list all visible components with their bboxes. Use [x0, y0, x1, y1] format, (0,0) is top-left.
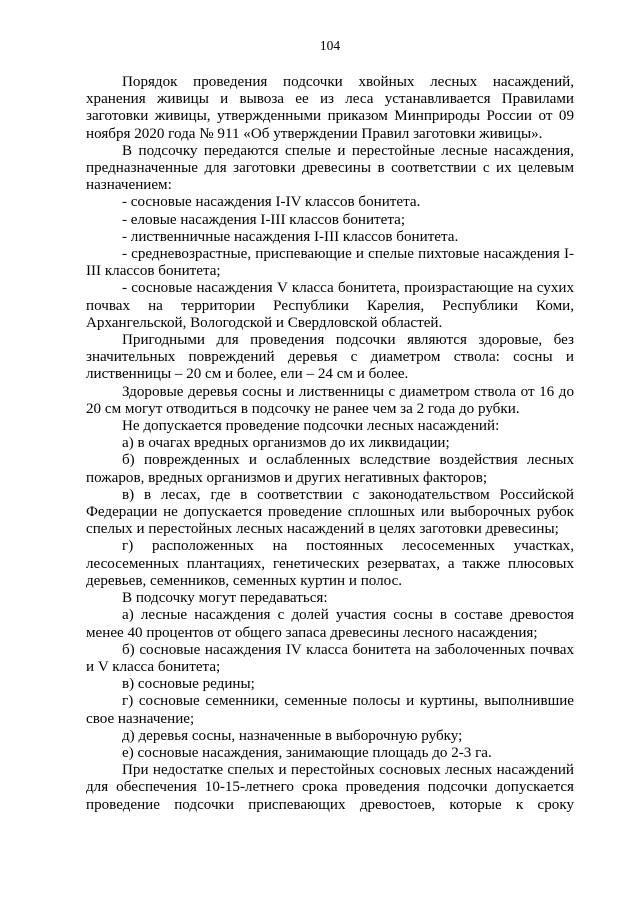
- paragraph-healthy-trees: Здоровые деревья сосны и лиственницы с диаметром ствола от 16 до 20 см могут отводиться в подсочку не ранее чем за 2 года до рубки.: [86, 383, 574, 417]
- paragraph-not-allowed-intro: Не допускается проведение подсочки лесных насаждений:: [122, 418, 500, 435]
- list-item-a: а) в очагах вредных организмов до их ликвидации;: [122, 435, 450, 452]
- paragraph-suitable-trees: Пригодными для проведения подсочки являются здоровые, без значительных повреждений деревья с диаметром ствола: сосны и лиственницы – 20 см и более, ели – 24 см и более.: [86, 332, 574, 383]
- list-item-g: г) расположенных на постоянных лесосеменных участках, лесосеменных плантациях, генетических резерватах, а также плюсовых деревьев, семенников, семенных куртин и полос.: [86, 538, 574, 589]
- paragraph-procedure: Порядок проведения подсочки хвойных лесных насаждений, хранения живицы и вывоза ее из леса устанавливается Правилами заготовки живицы, утвержденными приказом Минприроды России от 09 ноября 2020 года № 911 «Об утверждении Правил заготовки живицы».: [86, 74, 574, 142]
- list-item-pine: - сосновые насаждения I-IV классов бонитета.: [122, 194, 421, 211]
- list-item-v: в) в лесах, где в соответствии с законодательством Российской Федерации не допускается проведение сплошных или выборочных рубок спелых и перестойных лесных насаждений в целях заготовки древесины;: [86, 486, 574, 538]
- list-item-g-2: г) сосновые семенники, семенные полосы и куртины, выполнившие свое назначение;: [86, 693, 574, 727]
- list-item-larch: - лиственничные насаждения I-III классов бонитета.: [122, 228, 459, 245]
- list-item-a-2: а) лесные насаждения с долей участия сосны в составе древостоя менее 40 процентов от общего запаса древесины лесного насаждения;: [86, 607, 574, 641]
- list-item-b: б) поврежденных и ослабленных вследствие воздействия лесных пожаров, вредных организмов и других негативных факторов;: [86, 452, 574, 486]
- list-item-pine-v-class: - сосновые насаждения V класса бонитета, произрастающие на сухих почвах на территории Республики Карелия, Республики Коми, Архангельской, Вологодской и Свердловской областей.: [86, 280, 574, 331]
- list-item-d-2: д) деревья сосны, назначенные в выборочную рубку;: [122, 727, 463, 744]
- list-item-spruce: - еловые насаждения I-III классов бонитета;: [122, 211, 406, 228]
- document-body: [86, 74, 574, 814]
- page-number: 104: [319, 38, 341, 53]
- list-item-v-2: в) сосновые редины;: [122, 676, 255, 693]
- paragraph-transfer-intro: В подсочку передаются спелые и перестойные лесные насаждения, предназначенные для заготовки древесины в соответствии с их целевым назначением:: [86, 142, 574, 194]
- list-item-e-2: е) сосновые насаждения, занимающие площадь до 2-3 га.: [122, 744, 492, 761]
- list-item-b-2: б) сосновые насаждения IV класса бонитета на заболоченных почвах и V класса бонитета;: [86, 641, 574, 675]
- paragraph-shortage: При недостатке спелых и перестойных сосновых лесных насаждений для обеспечения 10-15-летнего срока проведения подсочки допускается проведение подсочки приспевающих древостоев, которые к сроку: [86, 762, 574, 813]
- paragraph-may-transfer-intro: В подсочку могут передаваться:: [122, 590, 328, 607]
- list-item-fir: - средневозрастные, приспевающие и спелые пихтовые насаждения I-III классов бонитета;: [86, 246, 574, 280]
